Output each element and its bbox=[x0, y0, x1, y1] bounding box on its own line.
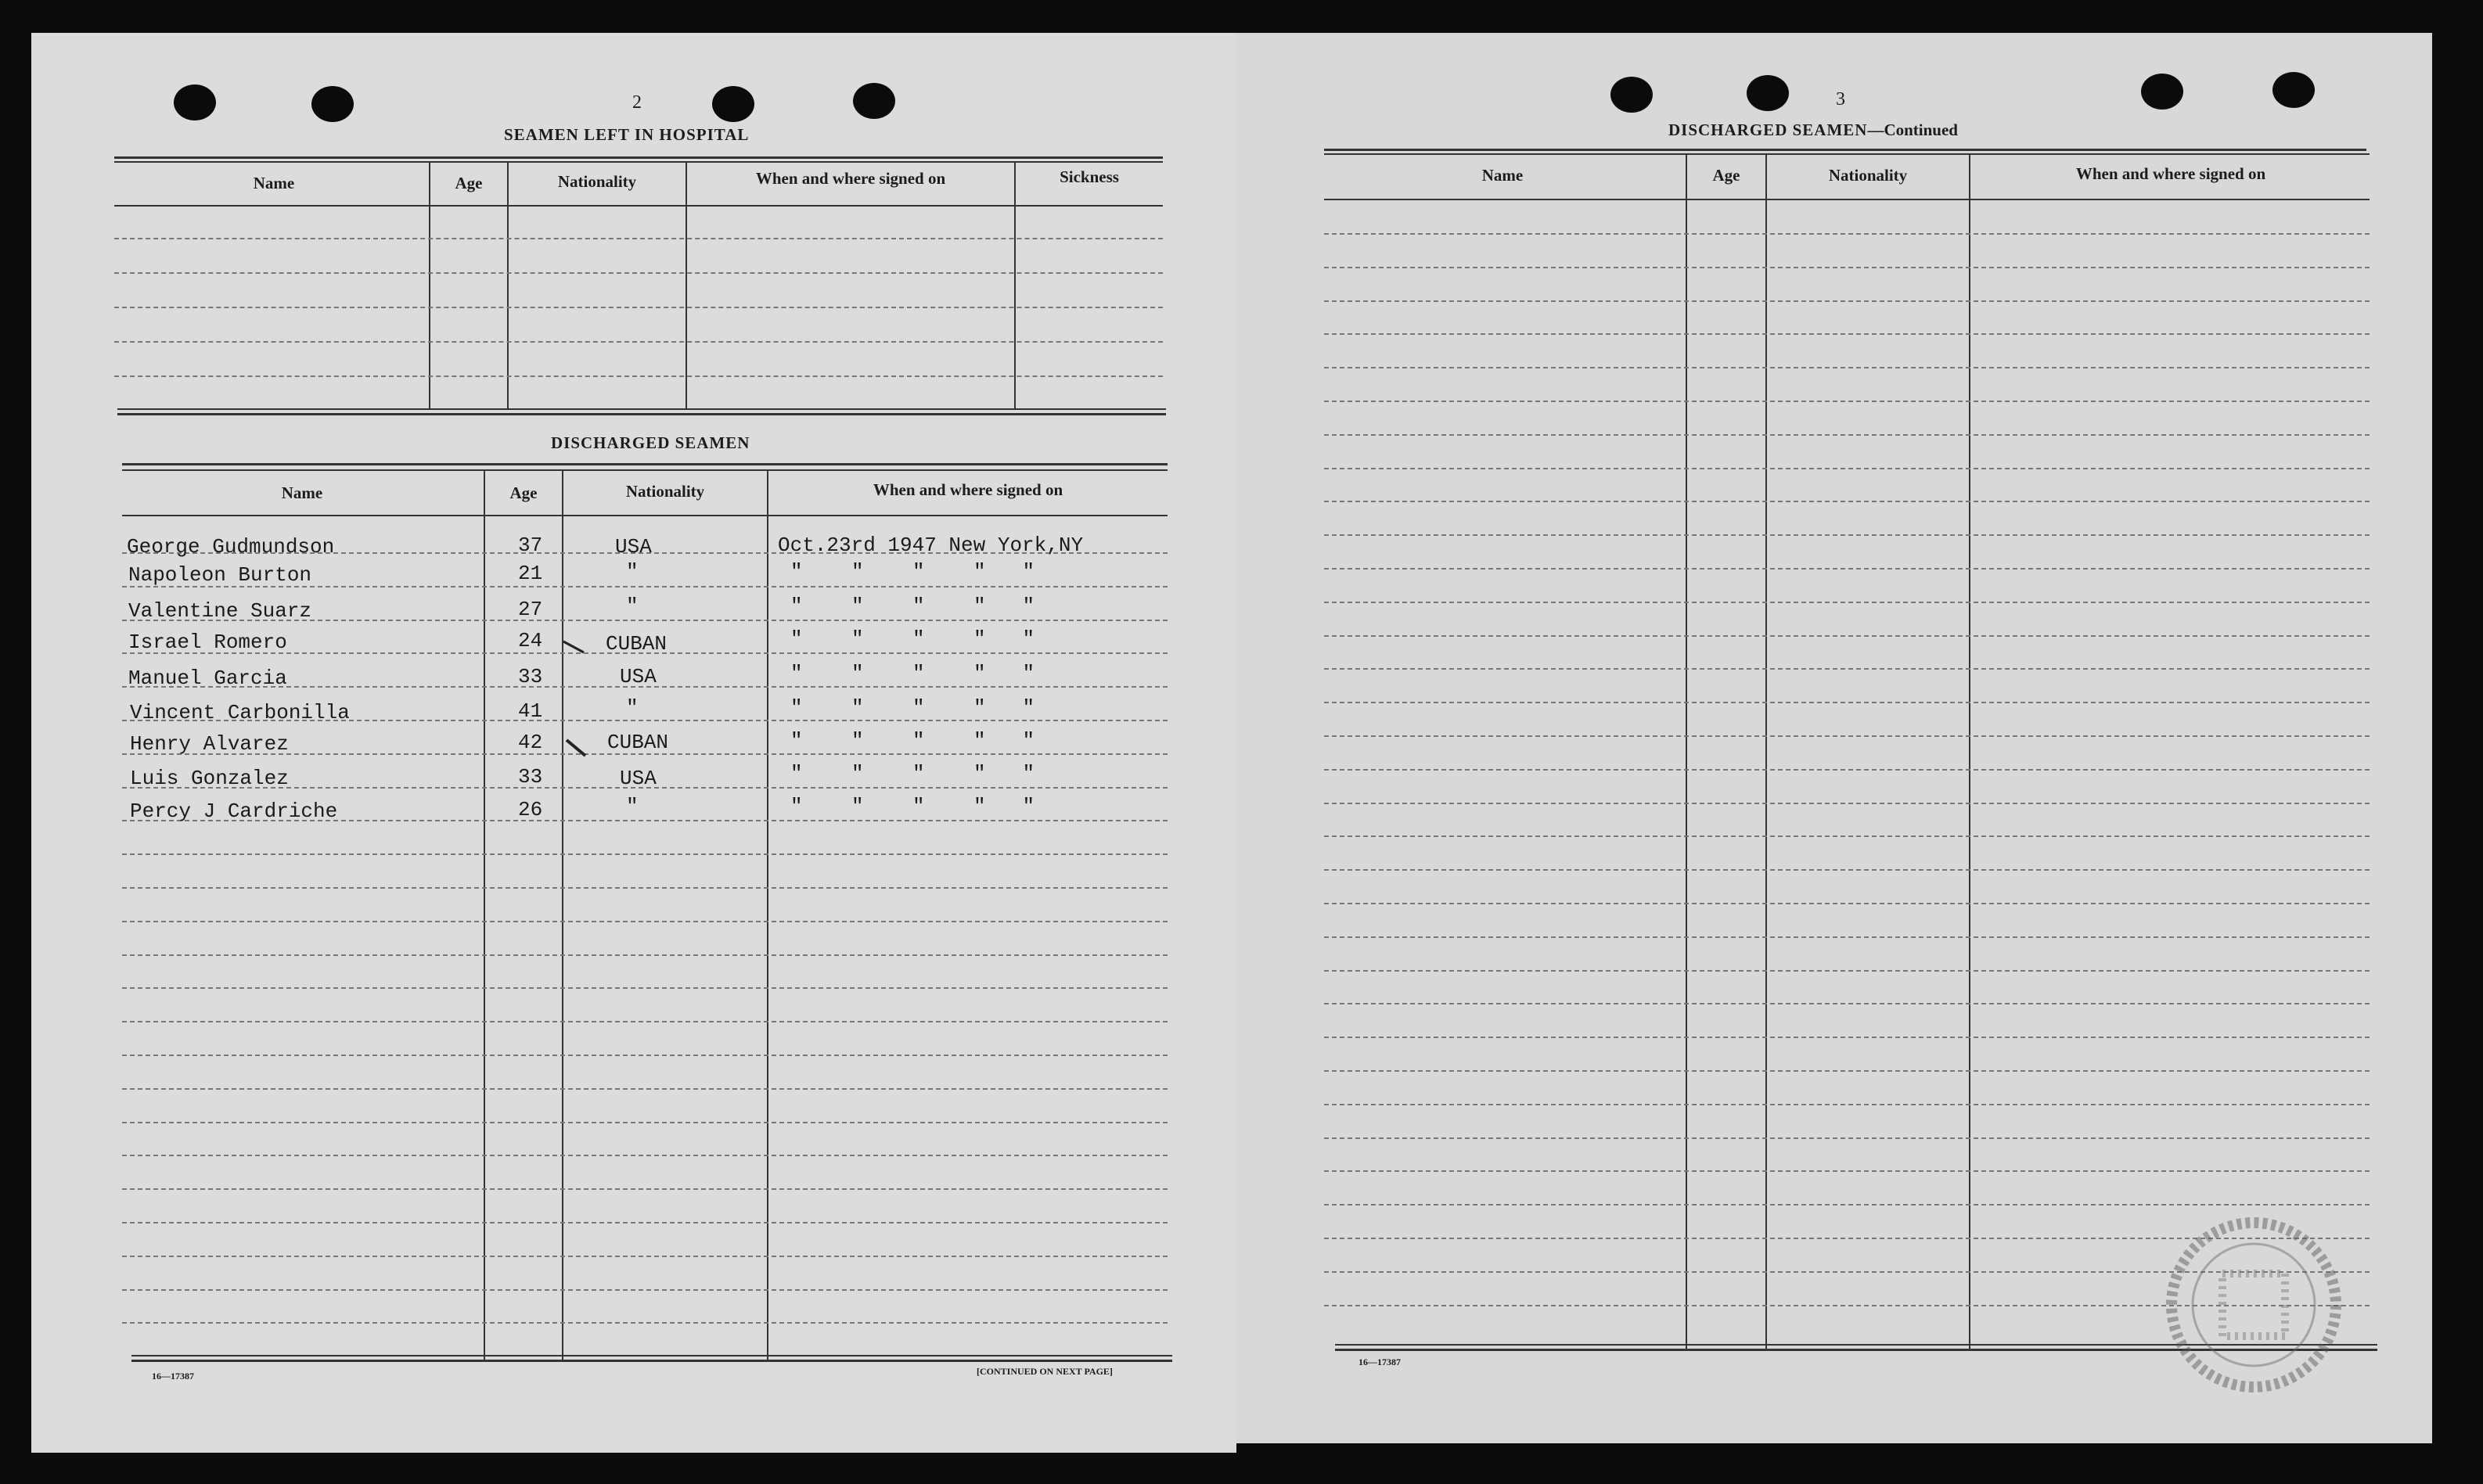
row-line bbox=[1324, 1104, 2370, 1105]
title-text: DISCHARGED SEAMEN bbox=[1668, 120, 1868, 139]
column-header-signed-on: When and where signed on bbox=[755, 169, 946, 188]
table-rule bbox=[117, 413, 1166, 415]
seaman-age: 24 bbox=[518, 629, 543, 652]
row-line bbox=[1324, 602, 2370, 603]
row-line bbox=[1324, 803, 2370, 804]
column-divider bbox=[1014, 161, 1016, 410]
row-line bbox=[1324, 434, 2370, 436]
row-line bbox=[1324, 468, 2370, 469]
punch-hole bbox=[1747, 75, 1789, 111]
seaman-nationality: " bbox=[626, 795, 639, 818]
row-line bbox=[1324, 401, 2370, 402]
table-rule bbox=[1324, 149, 2366, 151]
row-line bbox=[1324, 635, 2370, 637]
seaman-name: Valentine Suarz bbox=[128, 599, 312, 623]
column-header-sickness: Sickness bbox=[1060, 167, 1119, 186]
row-line bbox=[122, 887, 1168, 889]
table-rule bbox=[131, 1355, 1172, 1356]
seaman-nationality: USA bbox=[620, 767, 657, 790]
row-line bbox=[1324, 233, 2370, 235]
table-rule bbox=[122, 469, 1168, 471]
pen-tick-mark bbox=[560, 638, 592, 670]
seaman-nationality: " bbox=[626, 560, 639, 584]
row-line bbox=[122, 954, 1168, 956]
punch-hole bbox=[1610, 77, 1653, 113]
seaman-nationality: CUBAN bbox=[606, 632, 668, 656]
row-line bbox=[1324, 735, 2370, 737]
seaman-age: 33 bbox=[518, 665, 543, 688]
hospital-section-title: SEAMEN LEFT IN HOSPITAL bbox=[504, 125, 750, 144]
form-number: 16—17387 bbox=[152, 1371, 194, 1382]
column-header-nationality: Nationality bbox=[625, 482, 705, 501]
column-header-age: Age bbox=[455, 174, 483, 192]
row-line bbox=[1324, 534, 2370, 536]
row-line bbox=[114, 238, 1163, 239]
table-rule bbox=[1324, 153, 2370, 155]
seaman-nationality: USA bbox=[615, 535, 652, 559]
column-header-signed-on: When and where signed on bbox=[2075, 164, 2266, 183]
row-line bbox=[1324, 501, 2370, 502]
seaman-age: 26 bbox=[518, 798, 543, 821]
seaman-name: Napoleon Burton bbox=[128, 563, 312, 587]
column-header-signed-on: When and where signed on bbox=[873, 480, 1063, 499]
row-line bbox=[1324, 702, 2370, 703]
row-line bbox=[1324, 668, 2370, 670]
row-line bbox=[1324, 1070, 2370, 1072]
seaman-signed-on: " " " " " bbox=[790, 729, 1035, 753]
seaman-name: George Gudmundson bbox=[127, 535, 335, 559]
punch-hole bbox=[174, 84, 216, 120]
seaman-signed-on: Oct.23rd 1947 New York,NY bbox=[778, 534, 1084, 557]
punch-hole bbox=[2272, 72, 2315, 108]
column-header-nationality: Nationality bbox=[1828, 166, 1908, 185]
table-rule bbox=[114, 205, 1163, 207]
title-suffix: —Continued bbox=[1867, 120, 1958, 139]
form-number: 16—17387 bbox=[1358, 1356, 1401, 1367]
row-line bbox=[1324, 1003, 2370, 1004]
table-rule bbox=[122, 515, 1168, 516]
row-line bbox=[1324, 936, 2370, 938]
row-line bbox=[122, 1188, 1168, 1190]
seaman-name: Luis Gonzalez bbox=[130, 767, 289, 790]
table-rule bbox=[117, 408, 1166, 410]
table-rule bbox=[131, 1360, 1172, 1362]
row-line bbox=[114, 272, 1163, 274]
seaman-age: 42 bbox=[518, 731, 543, 754]
row-line bbox=[122, 921, 1168, 922]
table-rule bbox=[1324, 199, 2370, 200]
seaman-signed-on: " " " " " bbox=[790, 595, 1035, 618]
row-line bbox=[1324, 903, 2370, 904]
page-number: 3 bbox=[1836, 89, 1845, 110]
row-line bbox=[122, 1289, 1168, 1291]
seaman-age: 33 bbox=[518, 765, 543, 789]
seaman-nationality: USA bbox=[620, 665, 657, 688]
row-line bbox=[122, 1055, 1168, 1056]
seaman-name: Israel Romero bbox=[128, 631, 287, 654]
column-header-name: Name bbox=[253, 174, 295, 192]
row-line bbox=[1324, 367, 2370, 368]
row-line bbox=[1324, 835, 2370, 837]
punch-hole bbox=[311, 86, 354, 122]
row-line bbox=[1324, 1137, 2370, 1139]
row-line bbox=[122, 853, 1168, 855]
column-divider bbox=[429, 161, 430, 410]
row-line bbox=[1324, 1037, 2370, 1038]
row-line bbox=[1324, 300, 2370, 302]
seaman-signed-on: " " " " " bbox=[790, 560, 1035, 584]
seaman-nationality: CUBAN bbox=[607, 731, 669, 754]
column-header-age: Age bbox=[509, 483, 538, 502]
seaman-age: 27 bbox=[518, 598, 543, 621]
punch-hole bbox=[712, 86, 754, 122]
official-stamp bbox=[2136, 1211, 2371, 1399]
discharged-continued-title bbox=[1668, 120, 1958, 140]
table-rule bbox=[114, 161, 1163, 163]
row-line bbox=[114, 307, 1163, 308]
row-line bbox=[122, 1322, 1168, 1324]
row-line bbox=[122, 1256, 1168, 1257]
column-divider bbox=[562, 471, 563, 1360]
column-header-name: Name bbox=[1481, 166, 1524, 185]
column-header-nationality: Nationality bbox=[557, 172, 637, 191]
row-line bbox=[122, 1222, 1168, 1223]
page-number: 2 bbox=[632, 92, 642, 113]
column-divider bbox=[767, 471, 768, 1360]
seaman-age: 41 bbox=[518, 699, 543, 723]
seaman-name: Henry Alvarez bbox=[130, 732, 289, 756]
row-line bbox=[122, 1122, 1168, 1123]
seaman-name: Manuel Garcia bbox=[128, 667, 287, 690]
seaman-signed-on: " " " " " bbox=[790, 627, 1035, 651]
seaman-nationality: " bbox=[626, 595, 639, 618]
row-line bbox=[1324, 568, 2370, 570]
row-line bbox=[1324, 769, 2370, 771]
row-line bbox=[122, 1021, 1168, 1022]
row-line bbox=[114, 341, 1163, 343]
row-line bbox=[122, 987, 1168, 989]
row-line bbox=[114, 375, 1163, 377]
row-line bbox=[1324, 1204, 2370, 1206]
seaman-signed-on: " " " " " bbox=[790, 795, 1035, 818]
row-line bbox=[1324, 1170, 2370, 1172]
column-divider bbox=[484, 471, 485, 1360]
column-divider bbox=[507, 161, 509, 410]
seaman-name: Percy J Cardriche bbox=[130, 799, 338, 823]
seaman-name: Vincent Carbonilla bbox=[130, 701, 350, 724]
table-rule bbox=[114, 156, 1163, 159]
table-rule bbox=[122, 463, 1168, 465]
row-line bbox=[122, 1155, 1168, 1156]
row-line bbox=[1324, 267, 2370, 268]
discharged-section-title: DISCHARGED SEAMEN bbox=[551, 433, 750, 452]
seaman-signed-on: " " " " " bbox=[790, 662, 1035, 685]
pen-tick-mark bbox=[565, 737, 596, 768]
column-header-age: Age bbox=[1712, 166, 1740, 185]
row-line bbox=[1324, 333, 2370, 335]
seaman-signed-on: " " " " " bbox=[790, 762, 1035, 785]
continued-note: [CONTINUED ON NEXT PAGE] bbox=[977, 1366, 1113, 1377]
row-line bbox=[1324, 970, 2370, 972]
punch-hole bbox=[2141, 74, 2183, 110]
punch-hole bbox=[853, 83, 895, 119]
row-line bbox=[1324, 869, 2370, 871]
seaman-nationality: " bbox=[626, 696, 639, 720]
column-header-name: Name bbox=[281, 483, 323, 502]
seaman-signed-on: " " " " " bbox=[790, 696, 1035, 720]
seaman-age: 37 bbox=[518, 534, 543, 557]
column-divider bbox=[686, 161, 687, 410]
row-line bbox=[122, 1088, 1168, 1090]
seaman-age: 21 bbox=[518, 562, 543, 585]
